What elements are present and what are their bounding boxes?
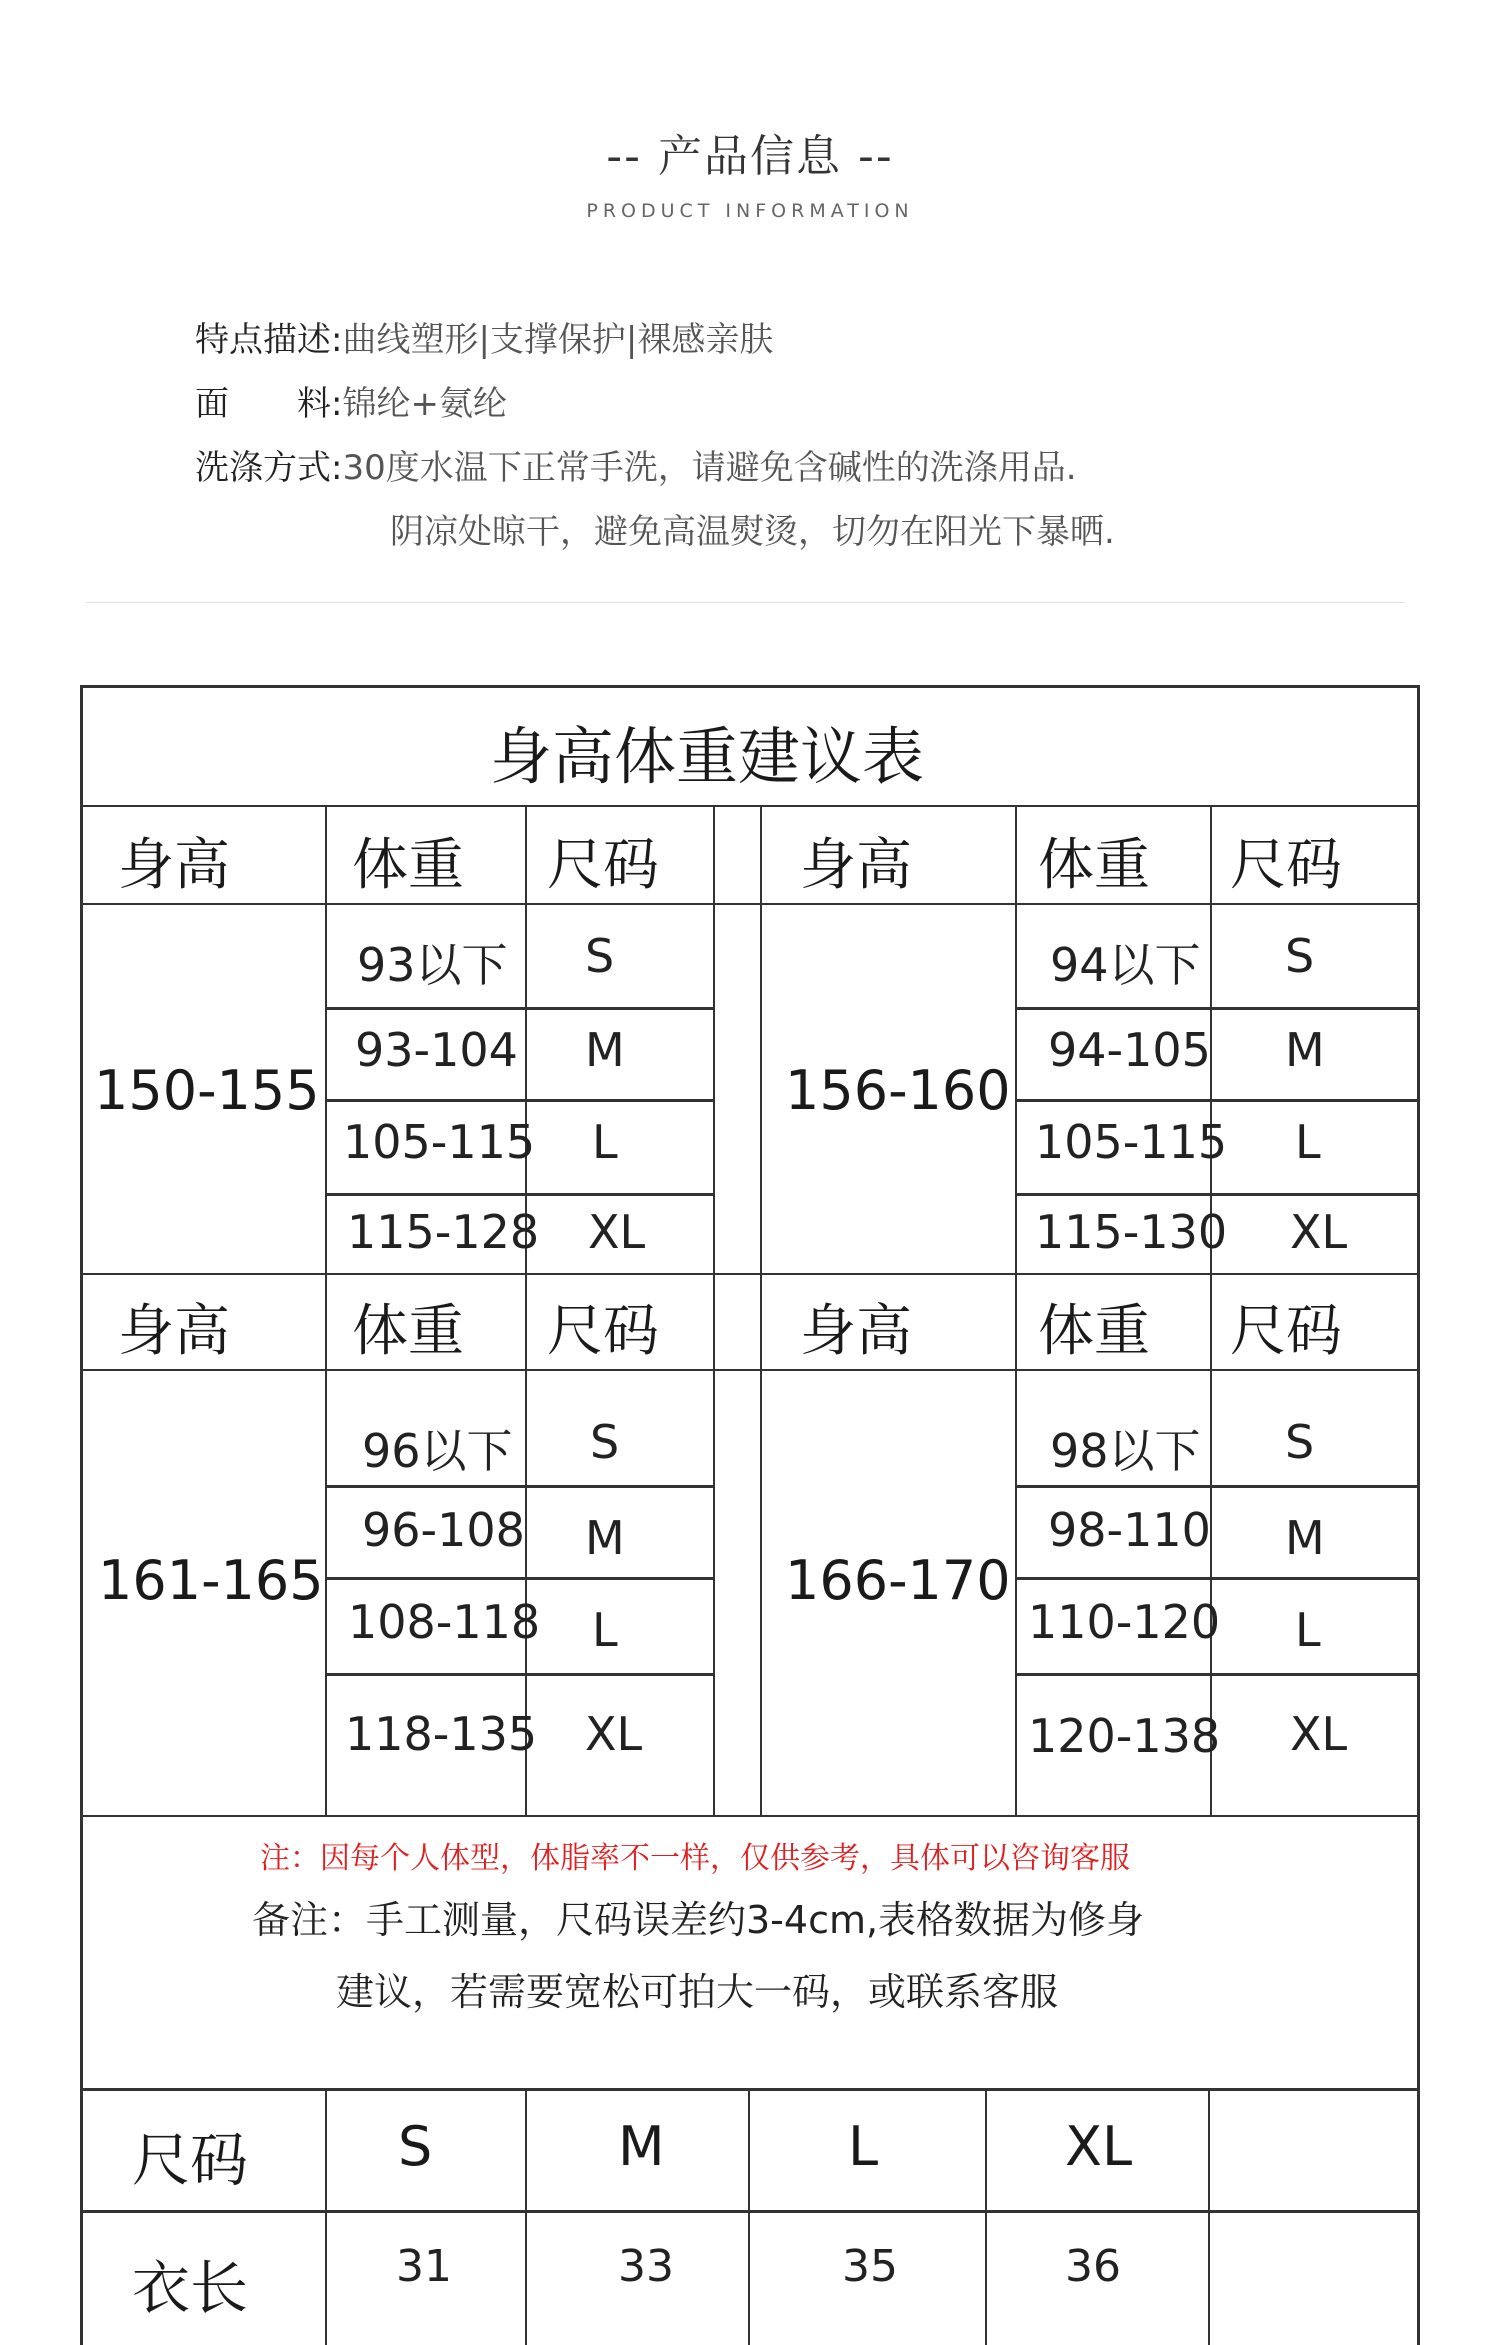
weight-cell: 118-135	[345, 1707, 538, 1761]
size-cell: S	[1285, 929, 1315, 983]
size-table-vline	[985, 2088, 987, 2345]
column-header-height: 身高	[800, 833, 912, 898]
row-rule	[325, 1007, 713, 1010]
vline-1	[325, 805, 327, 1815]
weight-cell: 94以下	[1050, 938, 1201, 992]
remark-line-1: 备注：手工测量，尺码误差约3-4cm,表格数据为修身	[252, 1898, 1145, 1942]
column-header-height: 身高	[118, 833, 230, 898]
info-row-washing	[195, 440, 1077, 489]
info-row-features	[195, 312, 773, 361]
length-row-label: 衣长	[132, 2254, 249, 2322]
weight-cell: 115-130	[1035, 1205, 1228, 1259]
size-header: L	[848, 2115, 879, 2178]
size-row-label: 尺码	[132, 2126, 249, 2194]
chart-border-right	[1417, 685, 1420, 2345]
vline-4	[760, 805, 762, 1815]
weight-cell: 115-128	[347, 1205, 540, 1259]
size-cell: S	[590, 1415, 620, 1469]
info-value: 30度水温下正常手洗，请避免含碱性的洗涤用品.	[342, 448, 1077, 488]
info-row-fabric	[195, 376, 507, 425]
block-rule-mid	[80, 1273, 1420, 1275]
weight-cell: 98-110	[1048, 1503, 1211, 1557]
size-cell: M	[585, 1511, 625, 1565]
length-value: 36	[1065, 2241, 1121, 2292]
row-rule	[325, 1099, 713, 1102]
weight-cell: 120-138	[1028, 1709, 1221, 1763]
size-cell: L	[592, 1115, 618, 1169]
weight-cell: 110-120	[1028, 1595, 1221, 1649]
height-range: 156-160	[785, 1059, 1011, 1122]
size-table-vline	[1208, 2088, 1210, 2345]
size-cell: M	[1285, 1023, 1325, 1077]
chart-title: 身高体重建议表	[490, 720, 925, 793]
row-rule	[1015, 1007, 1420, 1010]
height-range: 150-155	[94, 1059, 320, 1122]
size-cell: M	[585, 1023, 625, 1077]
size-table-vline	[325, 2088, 327, 2345]
info-label: 面 料:	[195, 384, 343, 424]
info-label: 洗涤方式:	[195, 448, 343, 488]
size-cell: L	[592, 1603, 618, 1657]
row-rule	[1015, 1577, 1420, 1580]
section-title: -- 产品信息 --	[606, 131, 894, 182]
info-value: 曲线塑形|支撑保护|裸感亲肤	[342, 320, 774, 360]
info-row-washing-cont	[390, 504, 1115, 553]
column-header-height: 身高	[800, 1299, 912, 1364]
column-header-size: 尺码	[547, 833, 659, 898]
size-recommendation-chart	[80, 685, 1420, 2345]
weight-cell: 94-105	[1048, 1023, 1211, 1077]
size-cell: M	[1285, 1511, 1325, 1565]
size-cell: S	[1285, 1415, 1315, 1469]
size-header: S	[398, 2115, 433, 2178]
divider	[85, 602, 1405, 603]
block-rule-bottom	[80, 1815, 1420, 1817]
size-header: M	[618, 2115, 665, 2178]
weight-cell: 93-104	[355, 1023, 518, 1077]
column-header-weight: 体重	[1038, 1299, 1150, 1364]
vline-5	[1015, 805, 1017, 1815]
row-rule	[325, 1673, 713, 1676]
weight-cell: 98以下	[1050, 1424, 1201, 1478]
size-cell: S	[585, 929, 615, 983]
vline-3	[713, 805, 715, 1815]
column-header-size: 尺码	[1230, 833, 1342, 898]
row-rule	[1015, 1099, 1420, 1102]
vline-2	[525, 805, 527, 1815]
size-table-mid	[80, 2210, 1420, 2213]
size-table-top	[80, 2088, 1420, 2091]
size-header: XL	[1065, 2115, 1133, 2178]
row-rule	[1015, 1485, 1420, 1488]
row-rule	[1015, 1193, 1420, 1196]
row-rule	[1015, 1673, 1420, 1676]
info-value: 锦纶+氨纶	[342, 384, 507, 424]
weight-cell: 108-118	[348, 1595, 541, 1649]
length-value: 31	[396, 2241, 452, 2292]
column-header-size: 尺码	[547, 1299, 659, 1364]
column-header-weight: 体重	[352, 833, 464, 898]
height-range: 166-170	[785, 1549, 1011, 1612]
weight-cell: 105-115	[343, 1115, 536, 1169]
weight-cell: 105-115	[1035, 1115, 1228, 1169]
block-rule-header-2	[80, 1369, 1420, 1371]
weight-cell: 93以下	[357, 938, 508, 992]
length-value: 33	[618, 2241, 674, 2292]
disclaimer-note: 注：因每个人体型，体脂率不一样，仅供参考，具体可以咨询客服	[260, 1841, 1130, 1876]
height-range: 161-165	[98, 1549, 324, 1612]
info-value: 阴凉处晾干，避免高温熨烫，切勿在阳光下暴晒.	[390, 512, 1115, 552]
chart-title-rule	[80, 805, 1420, 807]
size-table-vline	[525, 2088, 527, 2345]
column-header-weight: 体重	[1038, 833, 1150, 898]
weight-cell: 96-108	[362, 1503, 525, 1557]
column-header-weight: 体重	[352, 1299, 464, 1364]
length-value: 35	[842, 2241, 898, 2292]
remark-line-2: 建议，若需要宽松可拍大一码，或联系客服	[336, 1970, 1059, 2014]
row-rule	[325, 1193, 713, 1196]
column-header-size: 尺码	[1230, 1299, 1342, 1364]
size-cell: XL	[1290, 1707, 1348, 1761]
row-rule	[325, 1485, 713, 1488]
chart-border-left	[80, 685, 83, 2345]
size-cell: L	[1295, 1603, 1321, 1657]
chart-border-top	[80, 685, 1420, 688]
column-header-height: 身高	[118, 1299, 230, 1364]
vline-6	[1210, 805, 1212, 1815]
size-table-vline	[748, 2088, 750, 2345]
size-cell: XL	[1290, 1205, 1348, 1259]
section-subtitle: PRODUCT INFORMATION	[586, 200, 914, 222]
info-label: 特点描述:	[195, 320, 343, 360]
weight-cell: 96以下	[362, 1424, 513, 1478]
block-rule-header-1	[80, 903, 1420, 905]
size-cell: XL	[585, 1707, 643, 1761]
size-cell: L	[1295, 1115, 1321, 1169]
size-cell: XL	[588, 1205, 646, 1259]
row-rule	[325, 1577, 713, 1580]
